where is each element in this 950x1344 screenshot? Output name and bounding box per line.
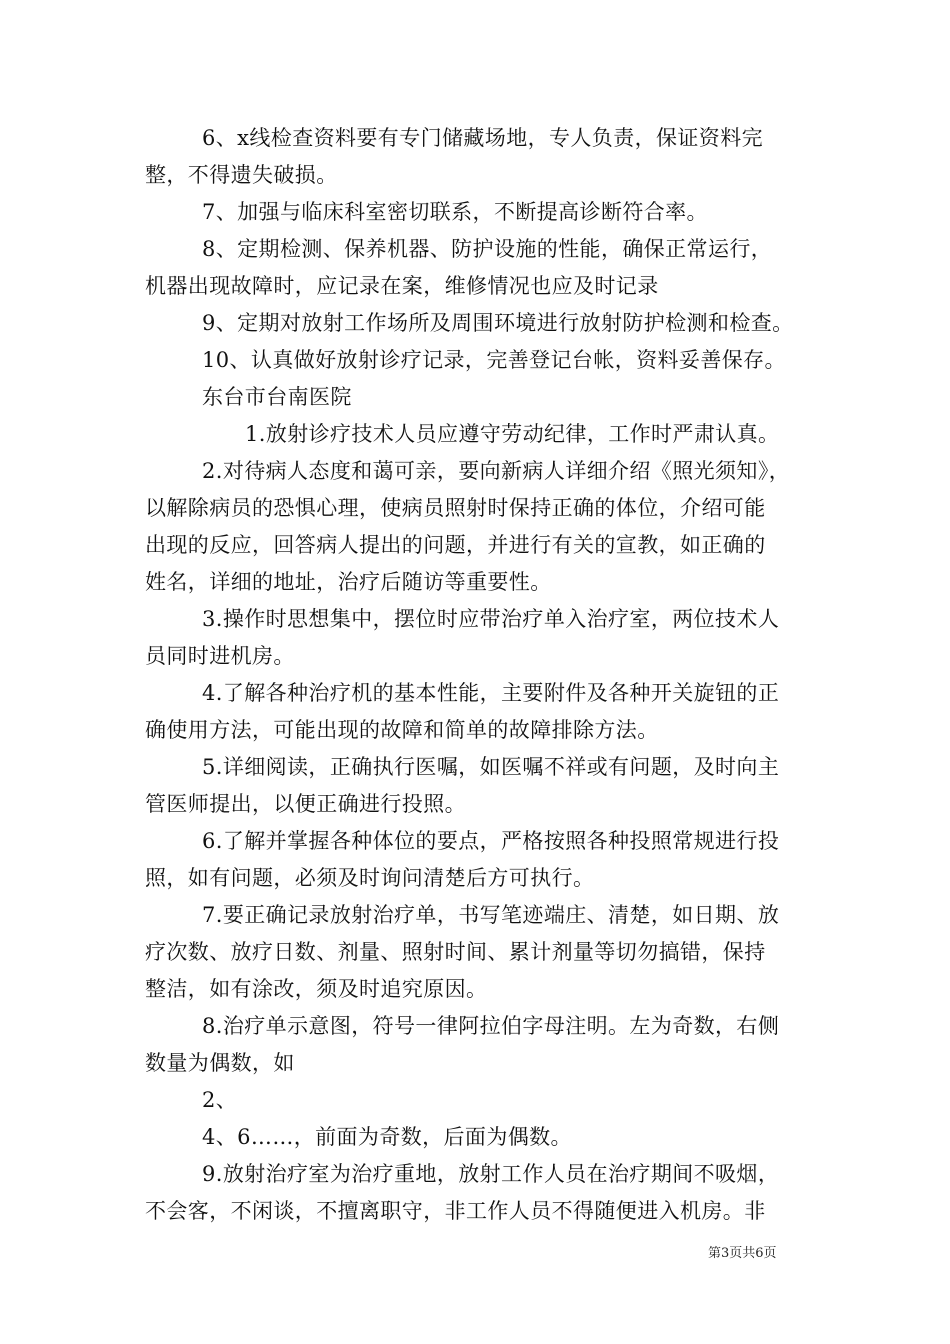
hospital-name: 东台市台南医院 [202, 385, 352, 409]
text-line: 5.详细阅读，正确执行医嘱，如医嘱不祥或有问题，及时向主 [202, 755, 780, 779]
text-line: 9、定期对放射工作场所及周围环境进行放射防护检测和检查。 [202, 311, 794, 335]
text-line: 8、定期检测、保养机器、防护设施的性能，确保正常运行， [202, 237, 773, 261]
text-line: 出现的反应，回答病人提出的问题，并进行有关的宣教，如正确的 [145, 533, 766, 557]
text-line: 疗次数、放疗日数、剂量、照射时间、累计剂量等切勿搞错，保持 [145, 940, 766, 964]
text-line: 2.对待病人态度和蔼可亲，要向新病人详细介绍《照光须知》， [202, 459, 791, 483]
text-line: 3.操作时思想集中，摆位时应带治疗单入治疗室，两位技术人 [202, 607, 780, 631]
text-line: 不会客，不闲谈，不擅离职守，非工作人员不得随便进入机房。非 [145, 1199, 766, 1223]
text-line: 确使用方法，可能出现的故障和简单的故障排除方法。 [145, 718, 659, 742]
text-line: 数量为偶数，如 [145, 1051, 295, 1075]
text-line: 7、加强与临床科室密切联系，不断提高诊断符合率。 [202, 200, 708, 224]
text-line: 整洁，如有涂改，须及时追究原因。 [145, 977, 488, 1001]
text-line: 整，不得遗失破损。 [145, 163, 338, 187]
text-line: 2、 [202, 1088, 238, 1112]
text-line: 4、6……，前面为奇数，后面为偶数。 [202, 1125, 572, 1149]
text-line: 7.要正确记录放射治疗单，书写笔迹端庄、清楚，如日期、放 [202, 903, 780, 927]
text-line: 机器出现故障时，应记录在案，维修情况也应及时记录 [145, 274, 659, 298]
text-line: 1.放射诊疗技术人员应遵守劳动纪律，工作时严肃认真。 [245, 422, 780, 446]
text-line: 以解除病员的恐惧心理，使病员照射时保持正确的体位，介绍可能 [145, 496, 766, 520]
text-line: 员同时进机房。 [145, 644, 295, 668]
text-line: 6、x线检查资料要有专门储藏场地，专人负责，保证资料完 [202, 126, 764, 150]
page-number: 第3页共6页 [708, 1246, 777, 1261]
text-line: 10、认真做好放射诊疗记录，完善登记台帐，资料妥善保存。 [202, 348, 786, 372]
text-line: 4.了解各种治疗机的基本性能，主要附件及各种开关旋钮的正 [202, 681, 780, 705]
text-line: 管医师提出，以便正确进行投照。 [145, 792, 466, 816]
text-line: 6.了解并掌握各种体位的要点，严格按照各种投照常规进行投 [202, 829, 780, 853]
text-line: 8.治疗单示意图，符号一律阿拉伯字母注明。左为奇数，右侧 [202, 1014, 780, 1038]
text-line: 照，如有问题，必须及时询问清楚后方可执行。 [145, 866, 595, 890]
text-line: 9.放射治疗室为治疗重地，放射工作人员在治疗期间不吸烟， [202, 1162, 780, 1186]
text-line: 姓名，详细的地址，治疗后随访等重要性。 [145, 570, 552, 594]
